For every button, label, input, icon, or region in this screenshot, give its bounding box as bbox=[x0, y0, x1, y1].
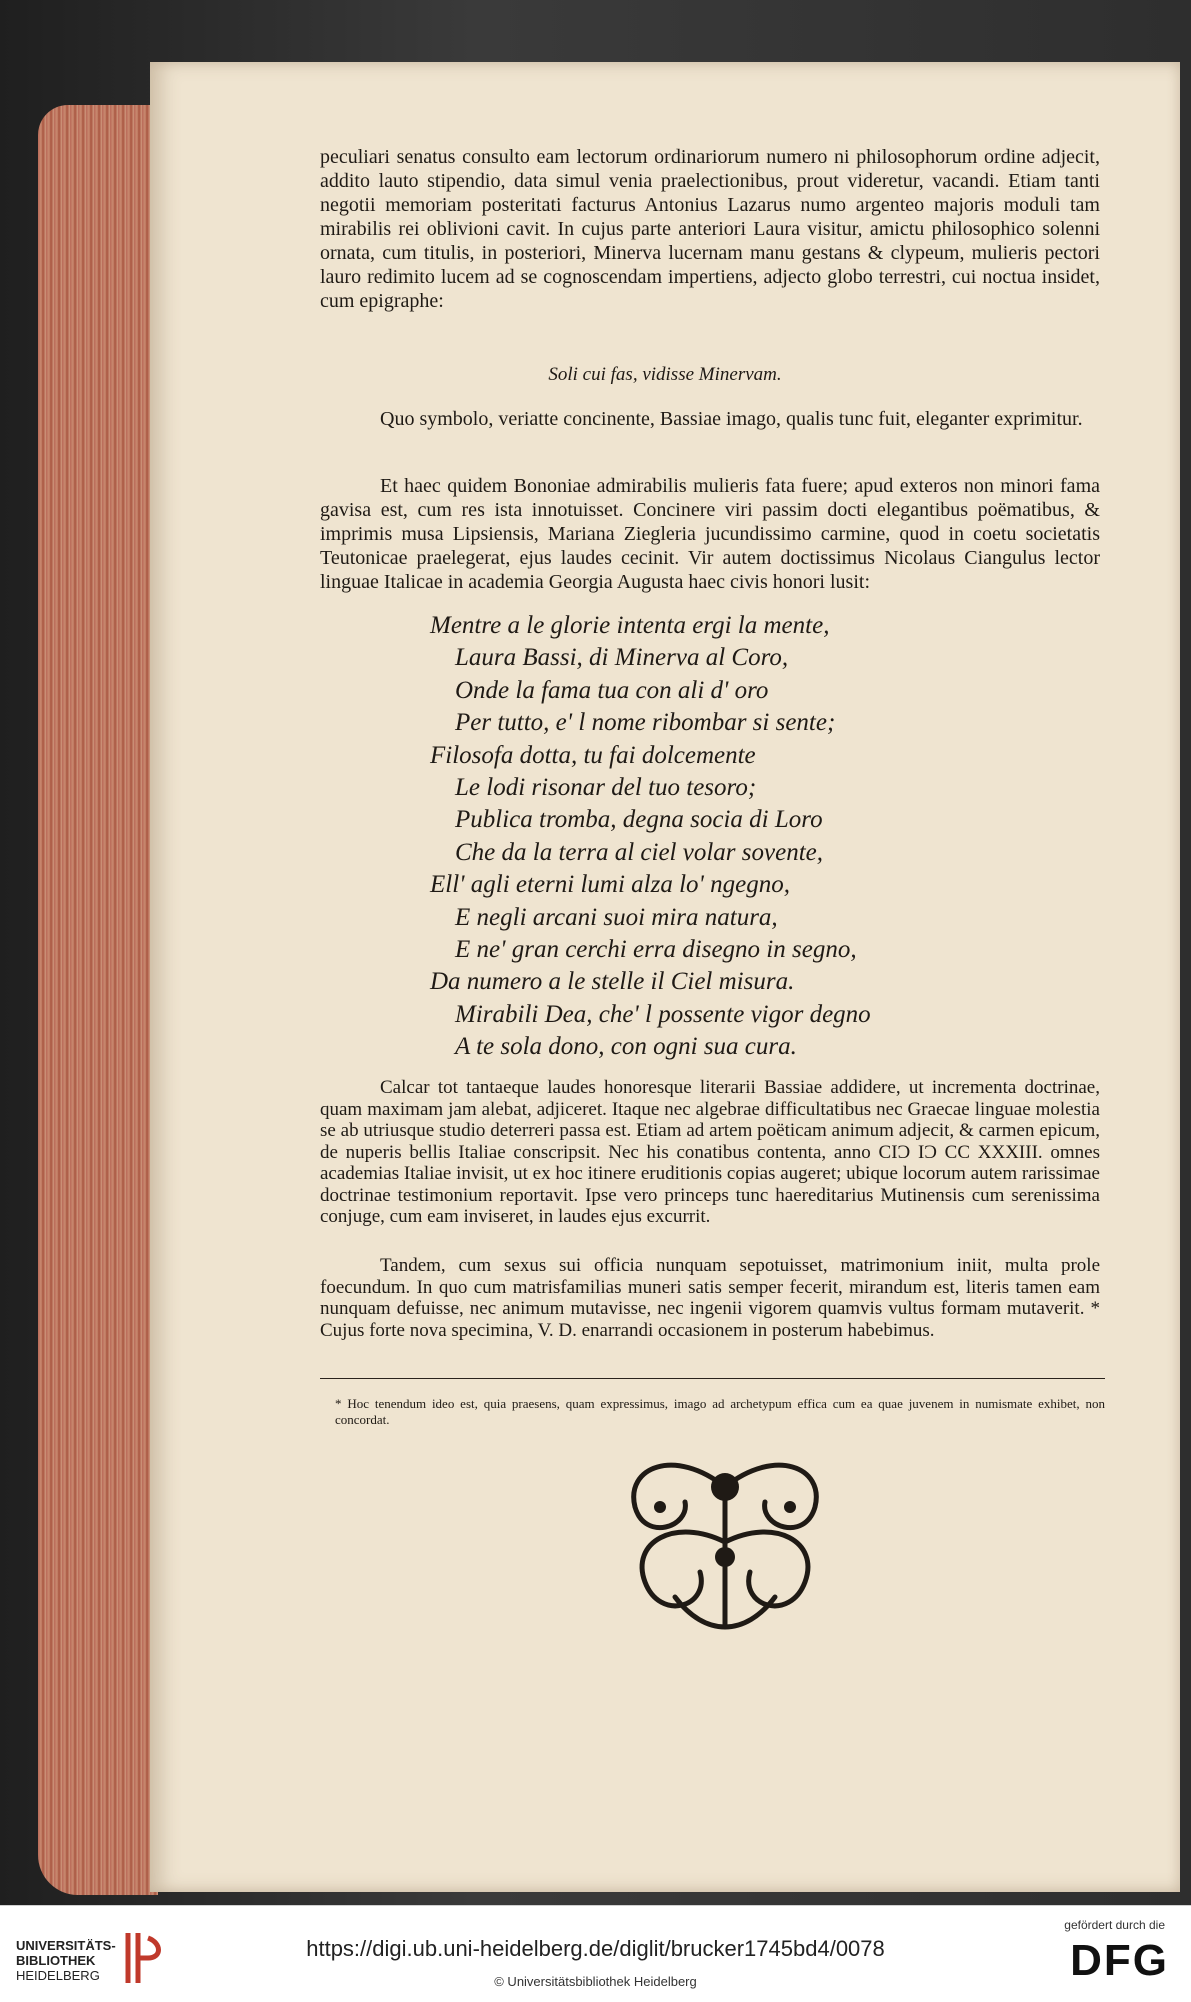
paragraph-2: Quo symbolo, veriatte concinente, Bassiae imago, qualis tunc fuit, eleganter exprimitur. bbox=[380, 408, 1083, 430]
verse-line: Da numero a le stelle il Ciel misura. bbox=[430, 968, 795, 996]
verse-line: Filosofa dotta, tu fai dolcemente bbox=[430, 741, 756, 769]
viewer-footer-bar bbox=[0, 1905, 1191, 2002]
library-name-line: BIBLIOTHEK bbox=[16, 1953, 96, 1968]
library-name-line: UNIVERSITÄTS- bbox=[16, 1938, 116, 1953]
verse-line: E ne' gran cerchi erra disegno in segno, bbox=[455, 936, 857, 964]
book-page bbox=[150, 62, 1180, 1892]
verse-line: Mirabili Dea, che' l possente vigor degno bbox=[455, 1000, 871, 1028]
funder-note: gefördert durch die bbox=[1064, 1918, 1165, 1932]
verse-line: E negli arcani suoi mira natura, bbox=[455, 903, 778, 931]
verse-line: A te sola dono, con ogni sua cura. bbox=[455, 1033, 797, 1061]
epigraph-motto: Soli cui fas, vidisse Minervam. bbox=[548, 364, 782, 385]
paragraph-1: peculiari senatus consulto eam lectorum ordinariorum numero ni philosophorum ordine adjecit, addito lauto stipendio, data simul venia praelectionibus, prout videretur, vacandi. Etiam tanti negotii memoriam posteritati facturus Antonius Lazarus numo argenteo majoris moduli tam mirabilis rei oblivioni cavit. In cujus parte anteriori Laura visitur, amictu philosophico solenni ornata, cum titulis, in posteriori, Minerva lucernam manu gestans & clypeum, mulieris pectori lauro redimito lucem ad se cognoscendam impertiens, adjecto globo terrestri, cui noctua insidet, cum epigraphe: bbox=[320, 146, 1100, 312]
verse-line: Ell' agli eterni lumi alza lo' ngegno, bbox=[430, 871, 790, 899]
paragraph-5: Tandem, cum sexus sui officia nunquam sepotuisset, matrimonium iniit, multa prole foecundum. In quo cum matrisfamilias muneri satis semper fecerit, mirandum est, literis tamen eam nunquam defuisse, nec animum mutavisse, nec ingenii vigorem quamvis vultus formam mutaverit. * Cujus forte nova specimina, V. D. enarrandi occasionem in posterum habebimus. bbox=[320, 1255, 1100, 1341]
dfg-logo[interactable]: DFG bbox=[1070, 1936, 1169, 1985]
book-page-edges bbox=[38, 105, 158, 1895]
footnote-rule bbox=[320, 1378, 1105, 1379]
sonnet bbox=[430, 610, 1030, 1064]
footnote: * Hoc tenendum ideo est, quia praesens, quam expressimus, imago ad archetypum effica cum ea quae juvenem in numismate exhibet, non concordat. bbox=[335, 1396, 1105, 1427]
verse-line: Le lodi risonar del tuo tesoro; bbox=[455, 774, 757, 802]
verse-line: Che da la terra al ciel volar sovente, bbox=[455, 838, 823, 866]
verse-line: Laura Bassi, di Minerva al Coro, bbox=[455, 644, 789, 672]
paragraph-4: Calcar tot tantaeque laudes honoresque literarii Bassiae addidere, ut incrementa doctrinae, quam maximam jam alebat, adjiceret. Itaque nec algebrae difficultatibus nec Graecae linguae molestia se ab utriusque studio deterreri passa est. Etiam ad artem poëticam animum adjecit, & carmen epicum, de nuperis bellis Italiae conscripsit. Nec his conatibus contenta, anno CIƆ IƆ CC XXXIII. omnes academias Italiae invisit, ut ex hoc itinere eruditionis copias augeret; ubique locorum autem rarissimae doctrinae testimonium reportavit. Ipse vero princeps tunc haereditarius Mutinensis cum serenissima conjuge, cum eam inviseret, in laudes ejus excurrit. bbox=[320, 1077, 1100, 1227]
library-name-line: HEIDELBERG bbox=[16, 1968, 100, 1983]
permalink-url[interactable]: https://digi.ub.uni-heidelberg.de/diglit/brucker1745bd4/0078 bbox=[306, 1936, 885, 1961]
verse-line: Per tutto, e' l nome ribombar si sente; bbox=[455, 709, 836, 737]
verse-line: Publica tromba, degna socia di Loro bbox=[455, 806, 823, 834]
verse-line: Mentre a le glorie intenta ergi la mente, bbox=[430, 612, 830, 639]
copyright-notice: © Universitätsbibliothek Heidelberg bbox=[494, 1974, 697, 1989]
decorative-ornament bbox=[615, 1447, 835, 1637]
paragraph-3: Et haec quidem Bononiae admirabilis mulieris fata fuere; apud exteros non minori fama gavisa est, cum res ista innotuisset. Concinere viri passim docti elegantibus poëmatibus, & imprimis musa Lipsiensis, Mariana Ziegleria jucundissimo carmine, quod in coetu societatis Teutonicae praelegerat, ejus laudes cecinit. Vir autem doctissimus Nicolaus Ciangulus lector linguae Italicae in academia Georgia Augusta haec civis honori lusit: bbox=[320, 475, 1100, 593]
verse-line: Onde la fama tua con ali d' oro bbox=[455, 676, 769, 704]
